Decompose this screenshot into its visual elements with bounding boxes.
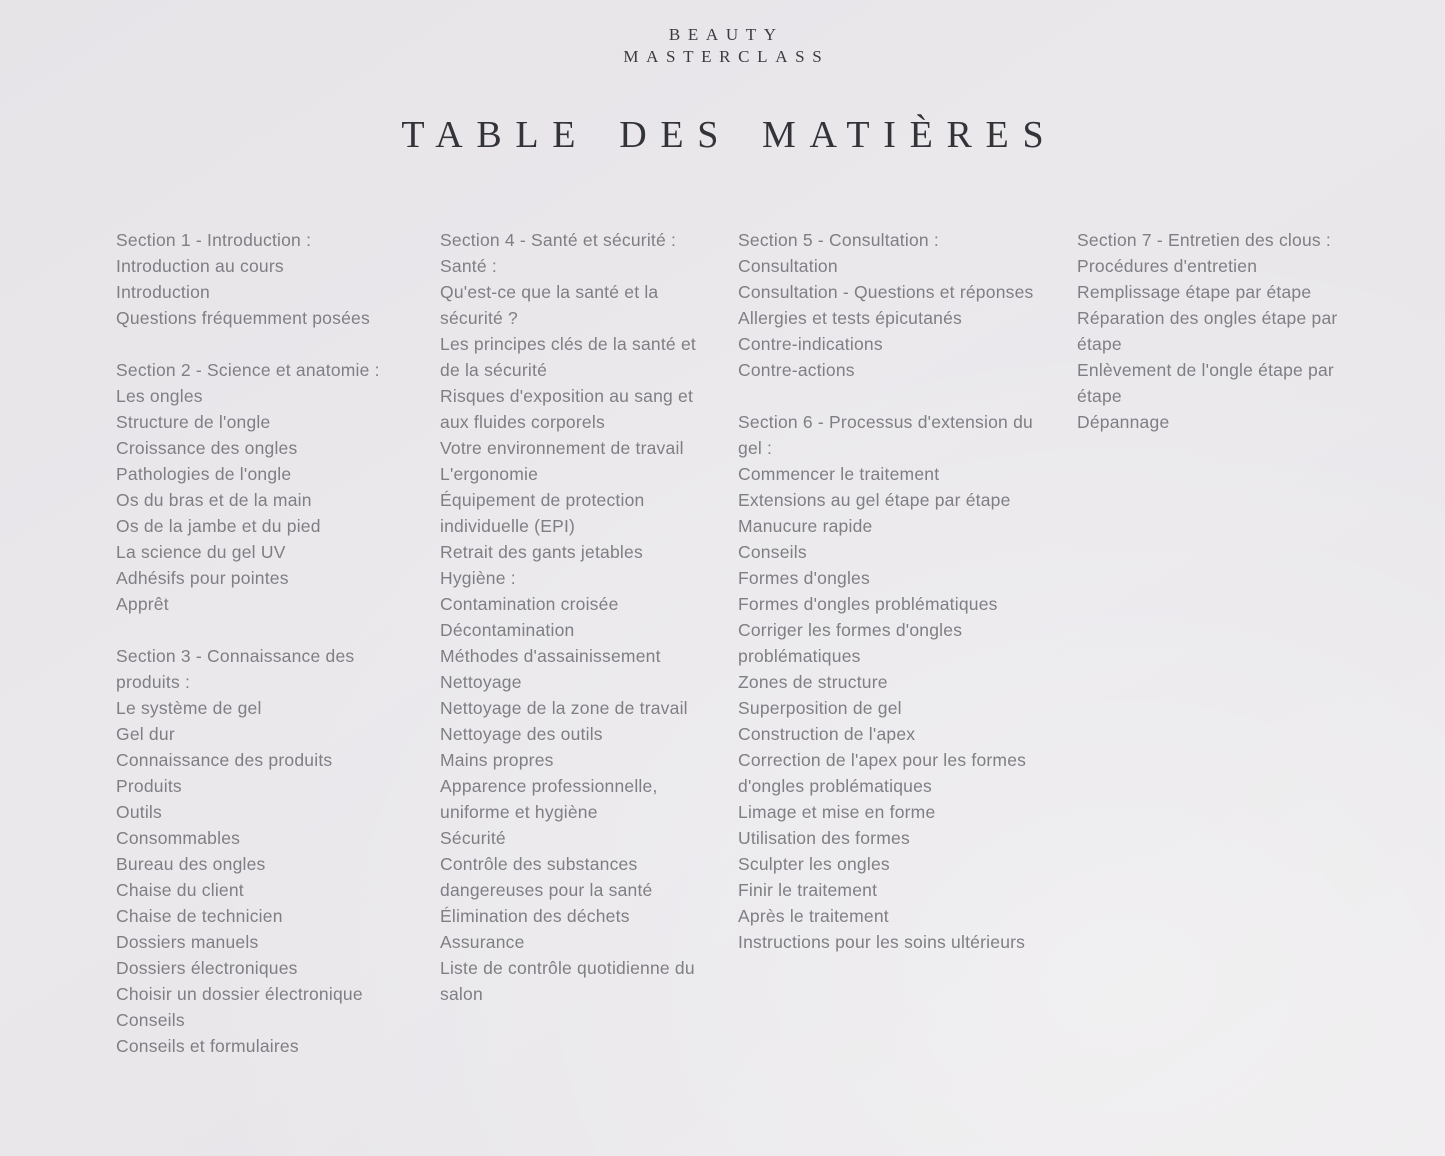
toc-line: Outils bbox=[116, 802, 162, 822]
toc-line: Liste de contrôle quotidienne du bbox=[440, 958, 695, 978]
toc-line: Nettoyage de la zone de travail bbox=[440, 698, 688, 718]
page-title: TABLE DES MATIÈRES bbox=[401, 114, 1058, 156]
toc-line: Nettoyage bbox=[440, 672, 522, 692]
toc-line: Section 7 - Entretien des clous : bbox=[1077, 230, 1332, 250]
toc-line: Manucure rapide bbox=[738, 516, 873, 536]
toc-line: Os de la jambe et du pied bbox=[116, 516, 321, 536]
toc-blank-line bbox=[738, 383, 1034, 409]
toc-line: Hygiène : bbox=[440, 568, 516, 588]
toc-line: Décontamination bbox=[440, 620, 575, 640]
toc-line: Conseils bbox=[116, 1010, 185, 1030]
toc-column-1 bbox=[116, 227, 380, 1059]
toc-line: Section 3 - Connaissance des bbox=[116, 646, 355, 666]
toc-line: Section 5 - Consultation : bbox=[738, 230, 939, 250]
toc-line: Élimination des déchets bbox=[440, 906, 630, 926]
toc-blank-line bbox=[116, 331, 380, 357]
toc-line: Formes d'ongles problématiques bbox=[738, 594, 998, 614]
toc-column-3 bbox=[738, 227, 1034, 955]
toc-line: uniforme et hygiène bbox=[440, 802, 598, 822]
toc-line: Section 2 - Science et anatomie : bbox=[116, 360, 380, 380]
toc-line: Chaise du client bbox=[116, 880, 244, 900]
toc-line: Limage et mise en forme bbox=[738, 802, 936, 822]
toc-line: Risques d'exposition au sang et bbox=[440, 386, 694, 406]
toc-line: Votre environnement de travail bbox=[440, 438, 684, 458]
toc-line: Construction de l'apex bbox=[738, 724, 916, 744]
toc-line: Qu'est-ce que la santé et la bbox=[440, 282, 659, 302]
toc-line: Correction de l'apex pour les formes bbox=[738, 750, 1027, 770]
toc-line: Le système de gel bbox=[116, 698, 262, 718]
toc-column-4 bbox=[1077, 227, 1337, 435]
toc-line: salon bbox=[440, 984, 483, 1004]
toc-line: Bureau des ongles bbox=[116, 854, 266, 874]
toc-line: étape bbox=[1077, 334, 1122, 354]
toc-line: Gel dur bbox=[116, 724, 175, 744]
toc-line: Structure de l'ongle bbox=[116, 412, 271, 432]
table-of-contents bbox=[0, 227, 1445, 1087]
toc-line: Extensions au gel étape par étape bbox=[738, 490, 1011, 510]
brand-line-2: MASTERCLASS bbox=[623, 47, 830, 66]
toc-line: Consultation bbox=[738, 256, 838, 276]
toc-line: produits : bbox=[116, 672, 191, 692]
toc-line: Questions fréquemment posées bbox=[116, 308, 370, 328]
toc-line: Santé : bbox=[440, 256, 497, 276]
toc-line: Nettoyage des outils bbox=[440, 724, 603, 744]
toc-line: Utilisation des formes bbox=[738, 828, 910, 848]
toc-line: Assurance bbox=[440, 932, 525, 952]
toc-line: Contamination croisée bbox=[440, 594, 619, 614]
toc-line: gel : bbox=[738, 438, 773, 458]
toc-line: Introduction au cours bbox=[116, 256, 284, 276]
toc-line: Introduction bbox=[116, 282, 210, 302]
toc-line: Consommables bbox=[116, 828, 241, 848]
toc-line: Choisir un dossier électronique bbox=[116, 984, 363, 1004]
toc-line: Section 6 - Processus d'extension du bbox=[738, 412, 1033, 432]
toc-line: Superposition de gel bbox=[738, 698, 902, 718]
toc-line: Dossiers électroniques bbox=[116, 958, 298, 978]
brand-line-1: BEAUTY bbox=[668, 25, 784, 44]
toc-line: Commencer le traitement bbox=[738, 464, 940, 484]
toc-line: Corriger les formes d'ongles bbox=[738, 620, 963, 640]
toc-line: Procédures d'entretien bbox=[1077, 256, 1258, 276]
toc-line: Consultation - Questions et réponses bbox=[738, 282, 1034, 302]
toc-line: Croissance des ongles bbox=[116, 438, 298, 458]
toc-line: Contre-actions bbox=[738, 360, 855, 380]
toc-line: Contrôle des substances bbox=[440, 854, 638, 874]
toc-line: Équipement de protection bbox=[440, 490, 645, 510]
toc-line: de la sécurité bbox=[440, 360, 548, 380]
toc-line: dangereuses pour la santé bbox=[440, 880, 653, 900]
brand-logo bbox=[0, 24, 1445, 68]
toc-line: Les principes clés de la santé et bbox=[440, 334, 696, 354]
toc-line: Apprêt bbox=[116, 594, 169, 614]
toc-line: Formes d'ongles bbox=[738, 568, 870, 588]
toc-line: Finir le traitement bbox=[738, 880, 878, 900]
toc-line: Produits bbox=[116, 776, 182, 796]
toc-line: d'ongles problématiques bbox=[738, 776, 932, 796]
toc-line: Retrait des gants jetables bbox=[440, 542, 643, 562]
toc-line: Mains propres bbox=[440, 750, 554, 770]
toc-line: Apparence professionnelle, bbox=[440, 776, 658, 796]
toc-line: La science du gel UV bbox=[116, 542, 286, 562]
toc-line: Sécurité bbox=[440, 828, 506, 848]
toc-line: Les ongles bbox=[116, 386, 203, 406]
toc-line: Conseils bbox=[738, 542, 807, 562]
toc-line: Remplissage étape par étape bbox=[1077, 282, 1312, 302]
toc-line: individuelle (EPI) bbox=[440, 516, 576, 536]
toc-line: Chaise de technicien bbox=[116, 906, 283, 926]
toc-line: L'ergonomie bbox=[440, 464, 539, 484]
toc-line: aux fluides corporels bbox=[440, 412, 605, 432]
toc-line: Conseils et formulaires bbox=[116, 1036, 299, 1056]
toc-line: Os du bras et de la main bbox=[116, 490, 312, 510]
toc-line: Contre-indications bbox=[738, 334, 883, 354]
toc-column-2 bbox=[440, 227, 696, 1007]
toc-line: Méthodes d'assainissement bbox=[440, 646, 661, 666]
toc-line: Enlèvement de l'ongle étape par bbox=[1077, 360, 1334, 380]
toc-line: Dossiers manuels bbox=[116, 932, 259, 952]
toc-line: Allergies et tests épicutanés bbox=[738, 308, 962, 328]
toc-line: sécurité ? bbox=[440, 308, 518, 328]
toc-blank-line bbox=[116, 617, 380, 643]
toc-line: Instructions pour les soins ultérieurs bbox=[738, 932, 1026, 952]
toc-line: Après le traitement bbox=[738, 906, 889, 926]
toc-line: Zones de structure bbox=[738, 672, 888, 692]
toc-line: Section 4 - Santé et sécurité : bbox=[440, 230, 677, 250]
toc-line: Pathologies de l'ongle bbox=[116, 464, 292, 484]
toc-line: étape bbox=[1077, 386, 1122, 406]
toc-line: Section 1 - Introduction : bbox=[116, 230, 312, 250]
toc-line: Dépannage bbox=[1077, 412, 1170, 432]
toc-line: Sculpter les ongles bbox=[738, 854, 890, 874]
toc-line: Réparation des ongles étape par bbox=[1077, 308, 1338, 328]
toc-line: Adhésifs pour pointes bbox=[116, 568, 289, 588]
toc-line: problématiques bbox=[738, 646, 861, 666]
toc-line: Connaissance des produits bbox=[116, 750, 333, 770]
